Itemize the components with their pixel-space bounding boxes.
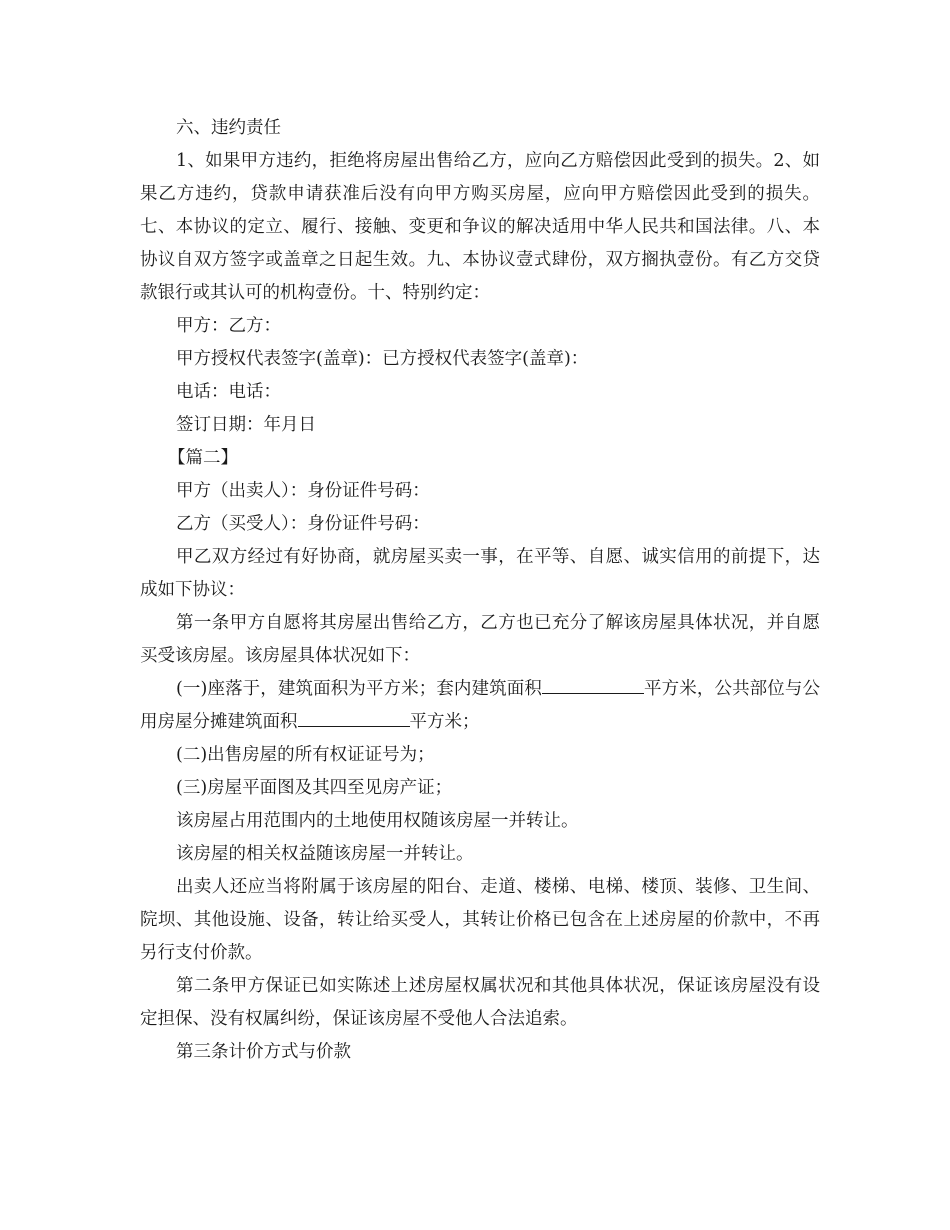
section6-title: 六、违约责任 xyxy=(176,118,281,138)
item1-paragraph xyxy=(140,673,820,739)
intro-paragraph: 甲乙双方经过有好协商，就房屋买卖一事，在平等、自愿、诚实信用的前提下，达成如下协议： xyxy=(140,547,820,600)
blank-line xyxy=(298,706,410,727)
item2-paragraph: (二)出售房屋的所有权证证号为； xyxy=(176,745,435,765)
seller-line: 甲方（出卖人）：身份证件号码： xyxy=(176,481,430,501)
article3-heading: 第三条计价方式与价款 xyxy=(176,1042,351,1062)
part2-title: 【篇二】 xyxy=(168,448,238,468)
sign-phone: 电话：电话： xyxy=(176,382,281,402)
article1-paragraph: 第一条甲方自愿将其房屋出售给乙方，乙方也已充分了解该房屋具体状况，并自愿买受该房屋。该房屋具体状况如下： xyxy=(140,613,820,666)
attached-paragraph: 出卖人还应当将附属于该房屋的阳台、走道、楼梯、电梯、楼顶、装修、卫生间、院坝、其他设施、设备，转让给买受人，其转让价格已包含在上述房屋的价款中，不再另行支付价款。 xyxy=(140,877,820,963)
section6-body: 1、如果甲方违约，拒绝将房屋出售给乙方，应向乙方赔偿因此受到的损失。2、如果乙方违约，贷款申请获准后没有向甲方购买房屋，应向甲方赔偿因此受到的损失。七、本协议的定立、履行、接触、变更和争议的解决适用中华人民共和国法律。八、本协议自双方签字或盖章之日起生效。九、本协议壹式肆份，双方搁执壹份。有乙方交贷款银行或其认可的机构壹份。十、特别约定： xyxy=(140,151,820,303)
item1-part-a: (一)座落于，建筑面积为平方米；套内建筑面积 xyxy=(176,679,542,699)
land-paragraph: 该房屋占用范围内的土地使用权随该房屋一并转让。 xyxy=(176,811,579,831)
rights-paragraph: 该房屋的相关权益随该房屋一并转让。 xyxy=(176,844,474,864)
item1-part-c: 平方米； xyxy=(409,712,480,732)
blank-line xyxy=(542,673,644,694)
sign-parties: 甲方：乙方： xyxy=(176,316,281,336)
sign-representatives: 甲方授权代表签字(盖章)：已方授权代表签字(盖章)： xyxy=(176,349,589,369)
item1-part-b: 平方米，公共部位与公用房屋分摊建筑面积 xyxy=(140,679,820,732)
buyer-line: 乙方（买受人）：身份证件号码： xyxy=(176,514,430,534)
article2-paragraph: 第二条甲方保证已如实陈述上述房屋权属状况和其他具体状况，保证该房屋没有设定担保、没有权属纠纷，保证该房屋不受他人合法追索。 xyxy=(140,976,820,1029)
document-body xyxy=(140,112,820,1069)
sign-date: 签订日期：年月日 xyxy=(176,415,316,435)
item3-paragraph: (三)房屋平面图及其四至见房产证； xyxy=(176,778,453,798)
